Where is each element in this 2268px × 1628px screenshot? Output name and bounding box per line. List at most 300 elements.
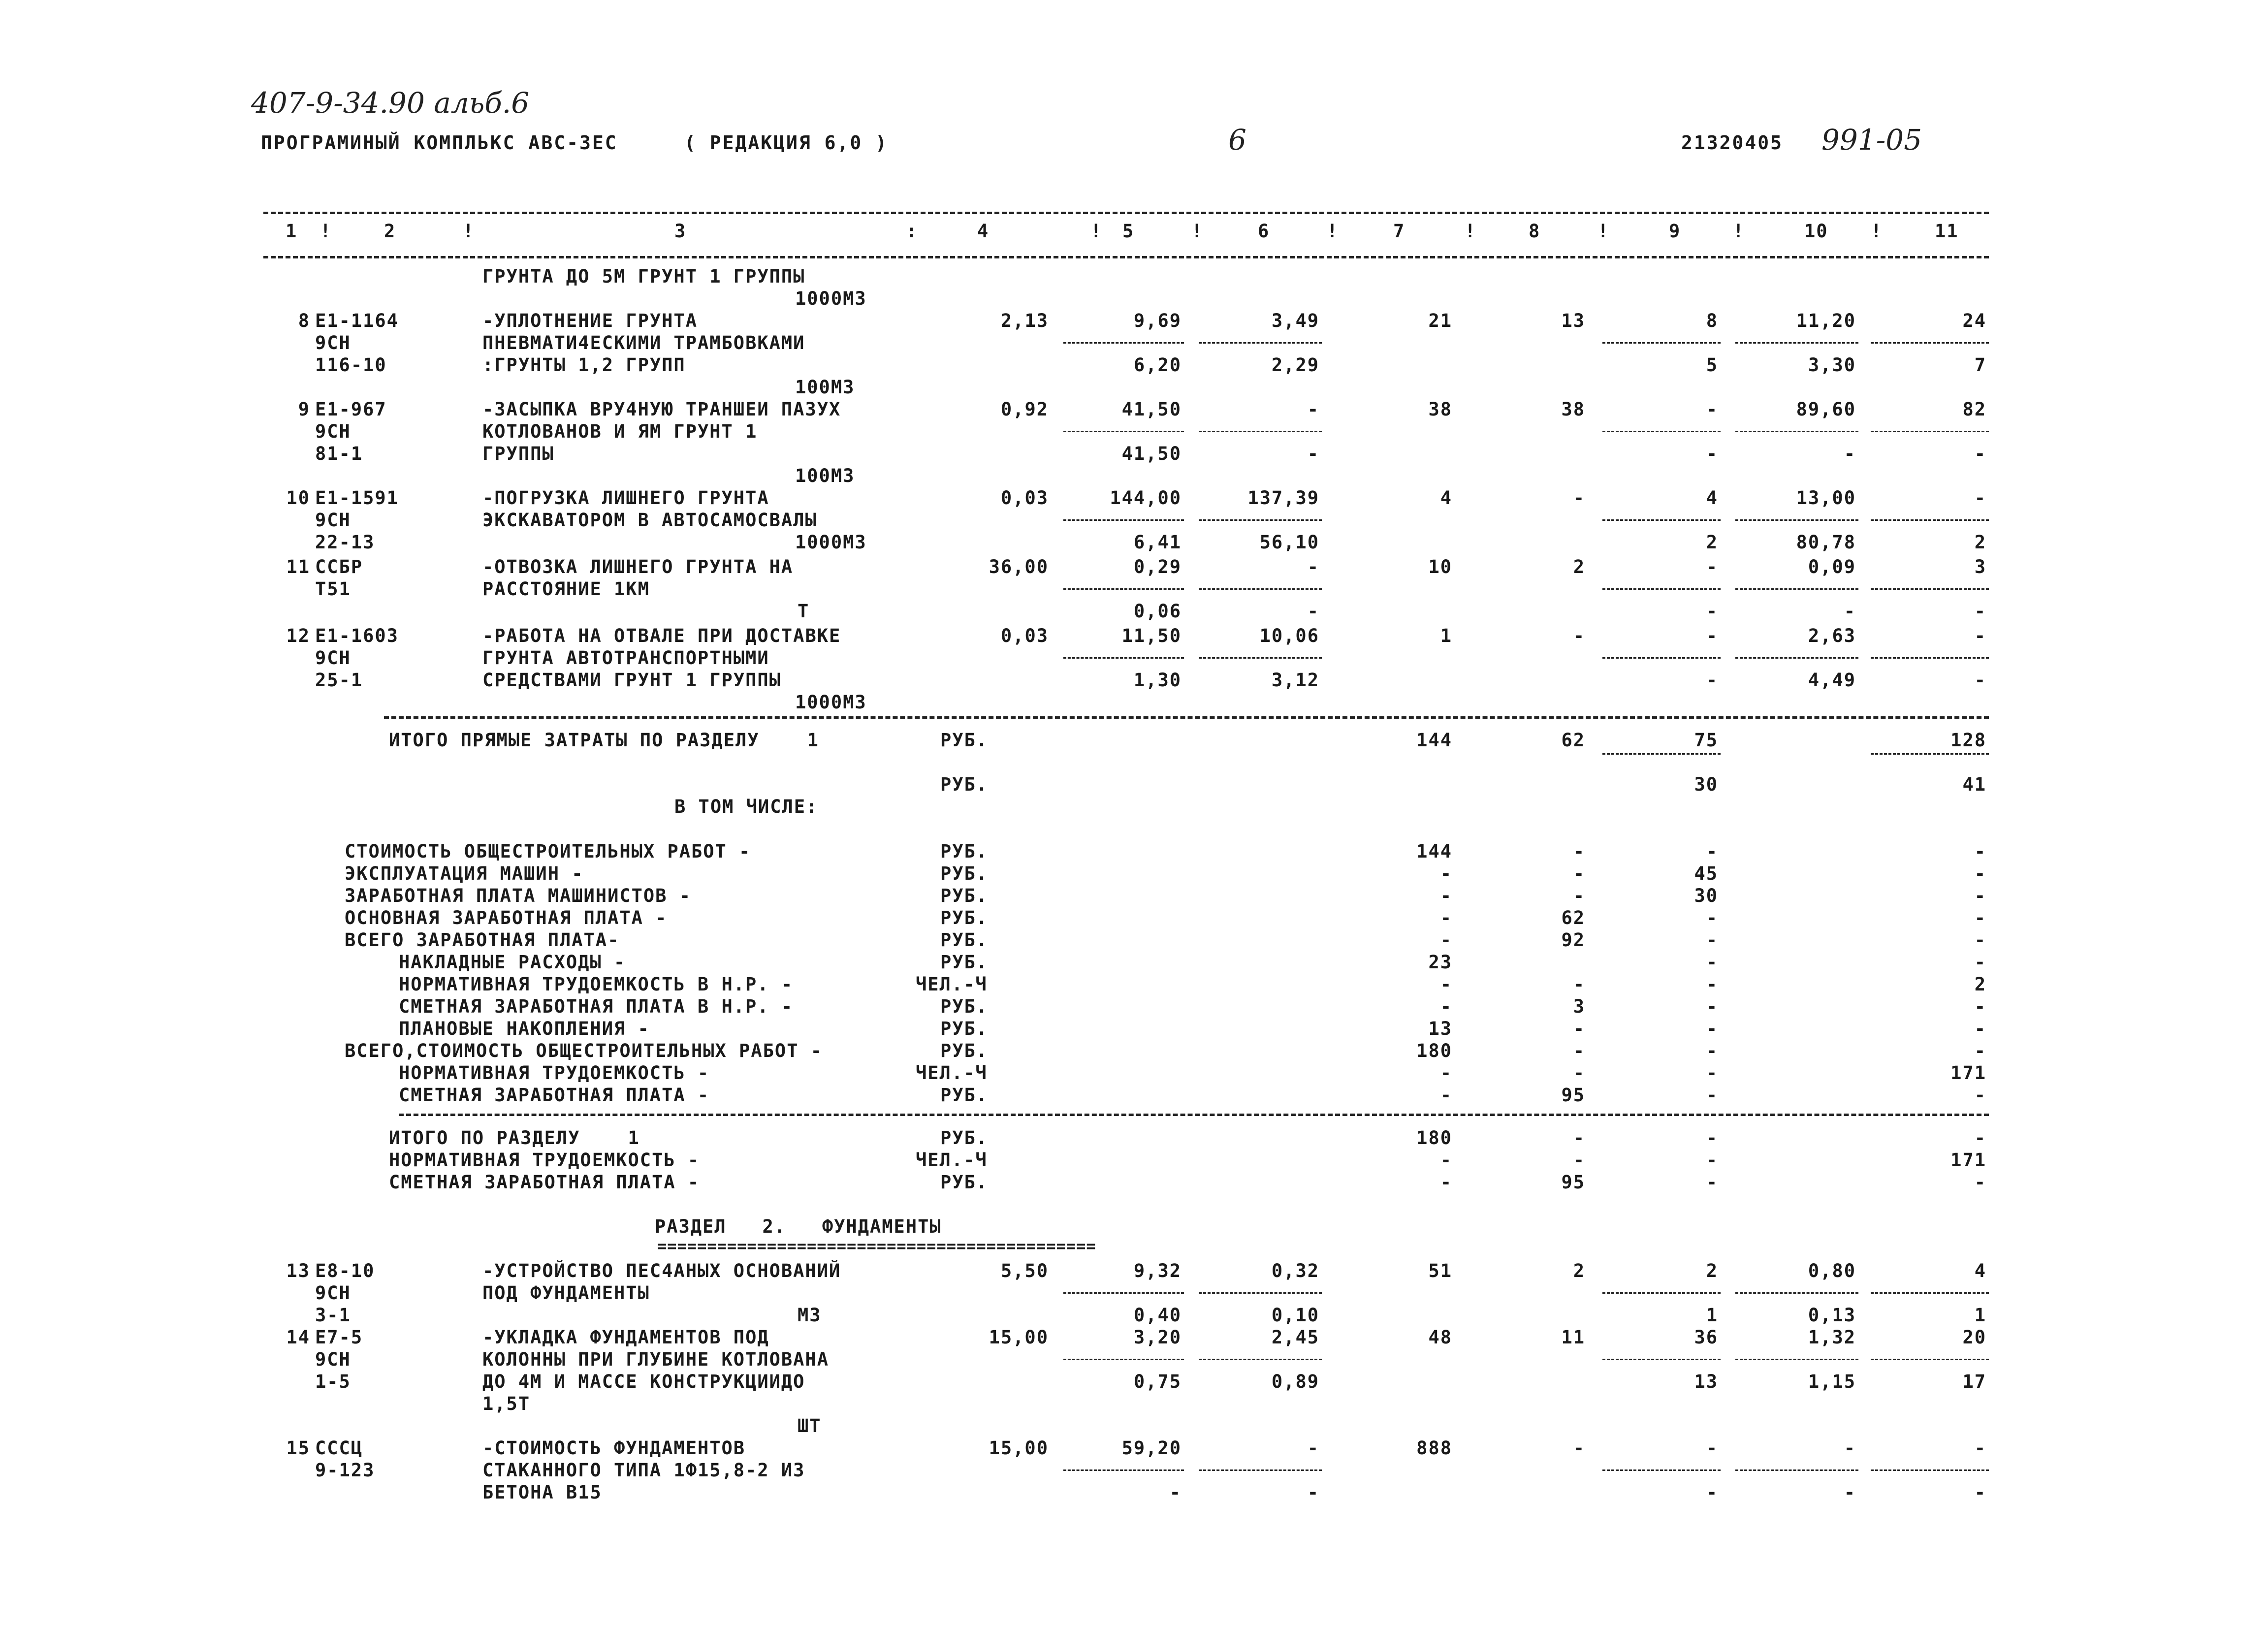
breakdown-label: СМЕТНАЯ ЗАРАБОТНАЯ ПЛАТА - [399, 1085, 710, 1106]
unit-label: 100М3 [795, 377, 855, 398]
wage-cell: - [1573, 625, 1585, 646]
breakdown-label: СМЕТНАЯ ЗАРАБОТНАЯ ПЛАТА В Н.Р. - [399, 996, 794, 1017]
unit-wage-cell: 0,75 [1133, 1371, 1182, 1392]
item-number: 10 [286, 487, 310, 509]
machine-cost-cell: - [1307, 1437, 1319, 1459]
machinist-wage-cell: 13 [1694, 1371, 1718, 1392]
cell-subrule [1602, 342, 1721, 344]
machine-wage-cell: 0,89 [1271, 1371, 1319, 1392]
unit-cost-cell: 59,20 [1121, 1437, 1182, 1459]
unit-cost-cell: 144,00 [1110, 487, 1182, 509]
labor-total-cell: 82 [1962, 399, 1986, 420]
machine-wage-cell: 3,12 [1271, 670, 1319, 691]
cell-subrule [1602, 1292, 1721, 1294]
machines-cell: - [1706, 929, 1718, 951]
section-total-label: НОРМАТИВНАЯ ТРУДОЕМКОСТЬ - [389, 1149, 700, 1171]
unit-label: РУБ. [940, 952, 989, 973]
cell-subrule [1735, 1469, 1858, 1471]
breakdown-label: ПЛАНОВЫЕ НАКОПЛЕНИЯ - [399, 1018, 650, 1039]
machines-cell: - [1706, 399, 1718, 420]
cell-subrule [1871, 753, 1989, 755]
cell-subrule [1871, 1359, 1989, 1360]
column-header-cell: ! [1733, 221, 1745, 242]
cell-subrule [1199, 431, 1322, 432]
item-description: -ОТВОЗКА ЛИШНЕГО ГРУНТА НА [482, 556, 794, 577]
item-code: 9-123 [315, 1460, 375, 1481]
total-direct-label: ИТОГО ПРЯМЫЕ ЗАТРАТЫ ПО РАЗДЕЛУ 1 [389, 730, 819, 751]
unit-wage-cell: 0,40 [1133, 1305, 1182, 1326]
labor-machinist-total-cell: 1 [1974, 1305, 1986, 1326]
cell-subrule [1063, 1469, 1184, 1471]
cell-subrule [1735, 1292, 1858, 1294]
column-header-cell: ! [1327, 221, 1339, 242]
column-header-cell: ! [1465, 221, 1477, 242]
total-cost-cell: - [1440, 907, 1452, 928]
labor-total-cell: 4 [1974, 1260, 1986, 1281]
machines-cell: 75 [1694, 730, 1718, 751]
cell-subrule [1735, 657, 1858, 659]
machines-cell: 45 [1694, 863, 1718, 884]
machine-wage-cell: - [1307, 1482, 1319, 1503]
wage-cell: 2 [1573, 1260, 1585, 1281]
unit-cost-cell: 0,29 [1133, 556, 1182, 577]
item-description: РАССТОЯНИЕ 1КМ [482, 578, 650, 600]
unit-label: 100М3 [795, 465, 855, 486]
wage-cell: 95 [1561, 1085, 1585, 1106]
column-header-cell: 2 [384, 221, 396, 242]
labor-total-cell: - [1974, 907, 1986, 928]
breakdown-label: СТОИМОСТЬ ОБЩЕСТРОИТЕЛЬНЫХ РАБОТ - [345, 841, 751, 862]
machine-wage-cell: 2,29 [1271, 354, 1319, 376]
total-cost-cell: 51 [1428, 1260, 1452, 1281]
item-code: 81-1 [315, 443, 363, 464]
item-description: -ПОГРУЗКА ЛИШНЕГО ГРУНТА [482, 487, 769, 509]
unit-label: РУБ. [940, 1018, 989, 1039]
machines-cell: 36 [1694, 1327, 1718, 1348]
wage-cell: - [1573, 1018, 1585, 1039]
machines-cell: - [1706, 907, 1718, 928]
labor-total-cell: - [1974, 1018, 1986, 1039]
unit-label: РУБ. [940, 907, 989, 928]
column-header-cell: : [906, 221, 918, 242]
machine-wage-cell: 56,10 [1259, 532, 1319, 553]
cell-subrule [1871, 657, 1989, 659]
unit-label: РУБ. [940, 996, 989, 1017]
item-description: КОТЛОВАНОВ И ЯМ ГРУНТ 1 [482, 421, 758, 442]
wage-cell: - [1573, 974, 1585, 995]
machine-cost-cell: 137,39 [1247, 487, 1319, 509]
page-number: 6 [1228, 123, 1246, 157]
item-code: Е8-10 [315, 1260, 375, 1281]
cell-subrule [1063, 342, 1184, 344]
item-number: 12 [286, 625, 310, 646]
cell-subrule [1063, 657, 1184, 659]
machines-cell: - [1706, 996, 1718, 1017]
item-description: ГРУНТА АВТОТРАНСПОРТНЫМИ [482, 647, 769, 669]
labor-machinist-cell: 0,13 [1808, 1305, 1856, 1326]
labor-norm-cell: 89,60 [1796, 399, 1856, 420]
unit-label: РУБ. [940, 730, 989, 751]
item-code: 22-13 [315, 532, 375, 553]
cell-subrule [1063, 1359, 1184, 1360]
wage-cell: 11 [1561, 1327, 1585, 1348]
unit-label: 1000М3 [795, 532, 867, 553]
item-code: 9СН [315, 1349, 351, 1370]
program-title: ПРОГРАМИНЫЙ КОМПЛЬКС АВС-3ЕС [261, 132, 618, 154]
wage-cell: - [1573, 487, 1585, 509]
unit-wage-cell: 0,06 [1133, 601, 1182, 622]
wage-cell: - [1573, 1437, 1585, 1459]
unit-wage-cell: 1,30 [1133, 670, 1182, 691]
wage-cell: 62 [1561, 730, 1585, 751]
item-code: ССБР [315, 556, 363, 577]
column-header-cell: 6 [1258, 221, 1270, 242]
labor-total-cell: - [1974, 1085, 1986, 1106]
item-description: ДО 4М И МАССЕ КОНСТРУКЦИИДО [482, 1371, 805, 1392]
item-code: 9СН [315, 510, 351, 531]
item-description: -УКЛАДКА ФУНДАМЕНТОВ ПОД [482, 1327, 769, 1348]
section-title: РАЗДЕЛ 2. ФУНДАМЕНТЫ [655, 1216, 942, 1237]
cell-subrule [1602, 519, 1721, 521]
item-description: ПНЕВМАТИ4ЕСКИМИ ТРАМБОВКАМИ [482, 332, 805, 353]
unit-label: РУБ. [940, 1127, 989, 1149]
wage-cell: 62 [1561, 907, 1585, 928]
wage-cell: - [1573, 863, 1585, 884]
wage-cell: 13 [1561, 310, 1585, 331]
machinist-wage-cell: 1 [1706, 1305, 1718, 1326]
labor-total-cell: - [1974, 1040, 1986, 1061]
total-cost-cell: 48 [1428, 1327, 1452, 1348]
cell-subrule [1199, 519, 1322, 521]
labor-total-cell: - [1974, 929, 1986, 951]
breakdown-label: ВСЕГО,СТОИМОСТЬ ОБЩЕСТРОИТЕЛЬНЫХ РАБОТ - [345, 1040, 823, 1061]
cell-subrule [1602, 1359, 1721, 1360]
item-description: ПОД ФУНДАМЕНТЫ [482, 1282, 650, 1304]
labor-machinist-total-cell: - [1974, 443, 1986, 464]
cell-subrule [1063, 431, 1184, 432]
machines-cell: - [1706, 841, 1718, 862]
total-cost-cell: - [1440, 1149, 1452, 1171]
unit-label: ЧЕЛ.-Ч [916, 974, 988, 995]
item-code: 9СН [315, 1282, 351, 1304]
section-underline: ============================================ [657, 1237, 1096, 1255]
labor-norm-cell: 13,00 [1796, 487, 1856, 509]
labor-total-cell: - [1974, 1127, 1986, 1149]
machines-cell: - [1706, 1085, 1718, 1106]
labor-machinist-cell: 1,15 [1808, 1371, 1856, 1392]
cell-subrule [1871, 431, 1989, 432]
total-cost-cell: 10 [1428, 556, 1452, 577]
edition-label: ( РЕДАКЦИЯ 6,0 ) [684, 132, 889, 154]
unit-label: ЧЕЛ.-Ч [916, 1149, 988, 1171]
machinist-wage-cell: - [1706, 601, 1718, 622]
item-number: 9 [298, 399, 310, 420]
labor-total-cell: 20 [1962, 1327, 1986, 1348]
machine-cost-cell: - [1307, 399, 1319, 420]
labor-total-cell: - [1974, 1172, 1986, 1193]
machines-cell: - [1706, 625, 1718, 646]
cell-subrule [1871, 342, 1989, 344]
item-code: Е1-1164 [315, 310, 399, 331]
labor-norm-cell: 0,80 [1808, 1260, 1856, 1281]
item-number: 15 [286, 1437, 310, 1459]
column-header-cell: 5 [1122, 221, 1135, 242]
cell-subrule [1602, 753, 1721, 755]
cell-subrule [1199, 1359, 1322, 1360]
labor-machinist-total-cell: 17 [1962, 1371, 1986, 1392]
unit-label: ЧЕЛ.-Ч [916, 1062, 988, 1084]
unit-cost-cell: 9,32 [1133, 1260, 1182, 1281]
item-code: 9СН [315, 647, 351, 669]
labor-total-cell: - [1974, 1437, 1986, 1459]
wage-cell: 92 [1561, 929, 1585, 951]
unit-label: РУБ. [940, 863, 989, 884]
unit-label: Т [798, 601, 810, 622]
total-cost-cell: - [1440, 996, 1452, 1017]
labor-machinist-total-cell: - [1974, 1482, 1986, 1503]
column-header-cell: ! [1871, 221, 1883, 242]
item-code: 9СН [315, 421, 351, 442]
unit-cost-cell: 9,69 [1133, 310, 1182, 331]
item-code: Е1-967 [315, 399, 387, 420]
item-description: ГРУППЫ [482, 443, 554, 464]
item-code: 1-5 [315, 1371, 351, 1392]
wage-cell: 38 [1561, 399, 1585, 420]
item-code: Е7-5 [315, 1327, 363, 1348]
column-header-cell: ! [1191, 221, 1204, 242]
machines-cell: - [1706, 1437, 1718, 1459]
unit-label: РУБ. [940, 1085, 989, 1106]
labor-machinist-total-cell: - [1974, 670, 1986, 691]
wage-cell: - [1573, 1127, 1585, 1149]
quantity-cell: 5,50 [1000, 1260, 1049, 1281]
column-header-cell: ! [320, 221, 332, 242]
machine-cost-cell: 3,49 [1271, 310, 1319, 331]
unit-wage-cell: - [1169, 1482, 1182, 1503]
wage-cell: 3 [1573, 996, 1585, 1017]
labor-machinist-cell: - [1844, 443, 1856, 464]
item-description: -УСТРОЙСТВО ПЕС4АНЫХ ОСНОВАНИЙ [482, 1260, 841, 1281]
header-top-rule [263, 212, 1989, 214]
cell-subrule [1735, 519, 1858, 521]
section-rule [399, 1114, 1989, 1116]
column-header-cell: 8 [1529, 221, 1541, 242]
cell-subrule [1871, 588, 1989, 590]
quantity-cell: 15,00 [989, 1327, 1049, 1348]
unit-cost-cell: 11,50 [1121, 625, 1182, 646]
cell-subrule [1199, 342, 1322, 344]
unit-label: РУБ. [940, 885, 989, 906]
column-header-cell: 4 [977, 221, 990, 242]
quantity-cell: 0,03 [1000, 487, 1049, 509]
column-header-cell: 11 [1935, 221, 1959, 242]
column-header-cell: 9 [1669, 221, 1681, 242]
machines-cell: - [1706, 1127, 1718, 1149]
labor-machinist-cell: - [1844, 1482, 1856, 1503]
column-header-cell: ! [1597, 221, 1610, 242]
machines-cell: - [1706, 952, 1718, 973]
machines-cell: - [1706, 1149, 1718, 1171]
column-header-cell: 10 [1804, 221, 1828, 242]
labor-total-cell: - [1974, 952, 1986, 973]
unit-label: РУБ. [940, 841, 989, 862]
labor-total-cell: 2 [1974, 974, 1986, 995]
including-label: В ТОМ ЧИСЛЕ: [674, 796, 818, 817]
machines-cell: - [1706, 1018, 1718, 1039]
total-cost-cell: 21 [1428, 310, 1452, 331]
cell-subrule [1735, 1359, 1858, 1360]
item-description: :ГРУНТЫ 1,2 ГРУПП [482, 354, 686, 376]
wage-cell: 95 [1561, 1172, 1585, 1193]
breakdown-label: ОСНОВНАЯ ЗАРАБОТНАЯ ПЛАТА - [345, 907, 668, 928]
breakdown-label: НАКЛАДНЫЕ РАСХОДЫ - [399, 952, 626, 973]
machines-cell: 4 [1706, 487, 1718, 509]
item-description: -ЗАСЫПКА ВРУ4НУЮ ТРАНШЕИ ПАЗУХ [482, 399, 841, 420]
item-description: КОЛОННЫ ПРИ ГЛУБИНЕ КОТЛОВАНА [482, 1349, 830, 1370]
handwritten-code: 991-05 [1821, 123, 1922, 157]
breakdown-label: ВСЕГО ЗАРАБОТНАЯ ПЛАТА- [345, 929, 620, 951]
labor-machinist-cell: 80,78 [1796, 532, 1856, 553]
item-description: -УПЛОТНЕНИЕ ГРУНТА [482, 310, 698, 331]
document-code: 21320405 [1681, 132, 1784, 154]
unit-label: 1000М3 [795, 692, 867, 713]
item-description: -СТОИМОСТЬ ФУНДАМЕНТОВ [482, 1437, 746, 1459]
total-cost-cell: - [1440, 863, 1452, 884]
cell-subrule [1602, 1469, 1721, 1471]
cell-subrule [1063, 1292, 1184, 1294]
item-code: Т51 [315, 578, 351, 600]
labor-machinist-total-cell: 2 [1974, 532, 1986, 553]
item-code: 3-1 [315, 1305, 351, 1326]
total-cost-cell: 23 [1428, 952, 1452, 973]
column-header-cell: 3 [674, 221, 687, 242]
unit-label: РУБ. [940, 929, 989, 951]
item-description: СРЕДСТВАМИ ГРУНТ 1 ГРУППЫ [482, 670, 781, 691]
machinist-wage-cell: - [1706, 670, 1718, 691]
cell-subrule [1602, 657, 1721, 659]
machinist-wage-cell: 5 [1706, 354, 1718, 376]
cell-subrule [1871, 519, 1989, 521]
total-cost-cell: 144 [1416, 730, 1452, 751]
labor-machinist-total-cell: 41 [1962, 774, 1986, 795]
cell-subrule [1199, 657, 1322, 659]
cell-subrule [1602, 588, 1721, 590]
item-code: 25-1 [315, 670, 363, 691]
cell-subrule [1735, 431, 1858, 432]
unit-wage-cell: 6,20 [1133, 354, 1182, 376]
item-number: 14 [286, 1327, 310, 1348]
machines-cell: - [1706, 1172, 1718, 1193]
cell-subrule [1735, 342, 1858, 344]
machinist-wage-cell: - [1706, 443, 1718, 464]
machinist-wage-cell: 30 [1694, 774, 1718, 795]
wage-cell: - [1573, 1062, 1585, 1084]
labor-total-cell: - [1974, 885, 1986, 906]
unit-label: ШТ [798, 1415, 822, 1436]
labor-total-cell: 128 [1950, 730, 1986, 751]
total-cost-cell: 4 [1440, 487, 1452, 509]
labor-total-cell: 3 [1974, 556, 1986, 577]
total-cost-cell: 38 [1428, 399, 1452, 420]
item-description: СТАКАННОГО ТИПА 1Ф15,8-2 ИЗ [482, 1460, 805, 1481]
item-number: 11 [286, 556, 310, 577]
wage-cell: - [1573, 1040, 1585, 1061]
machine-cost-cell: 0,32 [1271, 1260, 1319, 1281]
total-cost-cell: - [1440, 885, 1452, 906]
labor-norm-cell: - [1844, 1437, 1856, 1459]
total-cost-cell: - [1440, 974, 1452, 995]
section-total-label: СМЕТНАЯ ЗАРАБОТНАЯ ПЛАТА - [389, 1172, 700, 1193]
item-code: 116-10 [315, 354, 387, 376]
wage-cell: - [1573, 841, 1585, 862]
labor-total-cell: - [1974, 625, 1986, 646]
cell-subrule [1063, 519, 1184, 521]
labor-norm-cell: 2,63 [1808, 625, 1856, 646]
labor-machinist-cell: - [1844, 601, 1856, 622]
unit-cost-cell: 3,20 [1133, 1327, 1182, 1348]
column-header-cell: 7 [1393, 221, 1406, 242]
total-cost-cell: - [1440, 929, 1452, 951]
column-header-cell: 1 [286, 221, 298, 242]
labor-machinist-cell: 4,49 [1808, 670, 1856, 691]
labor-norm-cell: 1,32 [1808, 1327, 1856, 1348]
item-description: 1,5Т [482, 1393, 531, 1414]
unit-wage-cell: 41,50 [1121, 443, 1182, 464]
unit-label: РУБ. [940, 774, 989, 795]
quantity-cell: 36,00 [989, 556, 1049, 577]
total-cost-cell: 888 [1416, 1437, 1452, 1459]
unit-label: 1000М3 [795, 288, 867, 309]
machines-cell: - [1706, 556, 1718, 577]
total-cost-cell: 13 [1428, 1018, 1452, 1039]
labor-machinist-cell: 3,30 [1808, 354, 1856, 376]
breakdown-label: ЗАРАБОТНАЯ ПЛАТА МАШИНИСТОВ - [345, 885, 692, 906]
machine-wage-cell: - [1307, 443, 1319, 464]
total-cost-cell: - [1440, 1172, 1452, 1193]
column-header-cell: ! [1090, 221, 1103, 242]
cell-subrule [1063, 588, 1184, 590]
total-cost-cell: - [1440, 1062, 1452, 1084]
quantity-cell: 0,03 [1000, 625, 1049, 646]
labor-total-cell: - [1974, 841, 1986, 862]
unit-label: РУБ. [940, 1040, 989, 1061]
machines-cell: - [1706, 974, 1718, 995]
item-number: 13 [286, 1260, 310, 1281]
cell-subrule [1199, 1469, 1322, 1471]
machines-cell: 30 [1694, 885, 1718, 906]
wage-cell: - [1573, 885, 1585, 906]
machine-wage-cell: 0,10 [1271, 1305, 1319, 1326]
machine-cost-cell: 2,45 [1271, 1327, 1319, 1348]
labor-total-cell: 24 [1962, 310, 1986, 331]
machines-cell: - [1706, 1040, 1718, 1061]
unit-label: РУБ. [940, 1172, 989, 1193]
total-cost-cell: 180 [1416, 1040, 1452, 1061]
labor-total-cell: - [1974, 487, 1986, 509]
header-bottom-rule [263, 256, 1989, 258]
unit-wage-cell: 6,41 [1133, 532, 1182, 553]
continuation-text: ГРУНТА ДО 5М ГРУНТ 1 ГРУППЫ [482, 266, 805, 287]
breakdown-label: НОРМАТИВНАЯ ТРУДОЕМКОСТЬ В Н.Р. - [399, 974, 794, 995]
labor-total-cell: 171 [1950, 1149, 1986, 1171]
total-cost-cell: 180 [1416, 1127, 1452, 1149]
handwritten-reference: 407-9-34.90 альб.6 [251, 86, 530, 120]
breakdown-label: НОРМАТИВНАЯ ТРУДОЕМКОСТЬ - [399, 1062, 710, 1084]
cell-subrule [1735, 588, 1858, 590]
unit-label: М3 [798, 1305, 822, 1326]
cell-subrule [1871, 1469, 1989, 1471]
breakdown-label: ЭКСПЛУАТАЦИЯ МАШИН - [345, 863, 584, 884]
